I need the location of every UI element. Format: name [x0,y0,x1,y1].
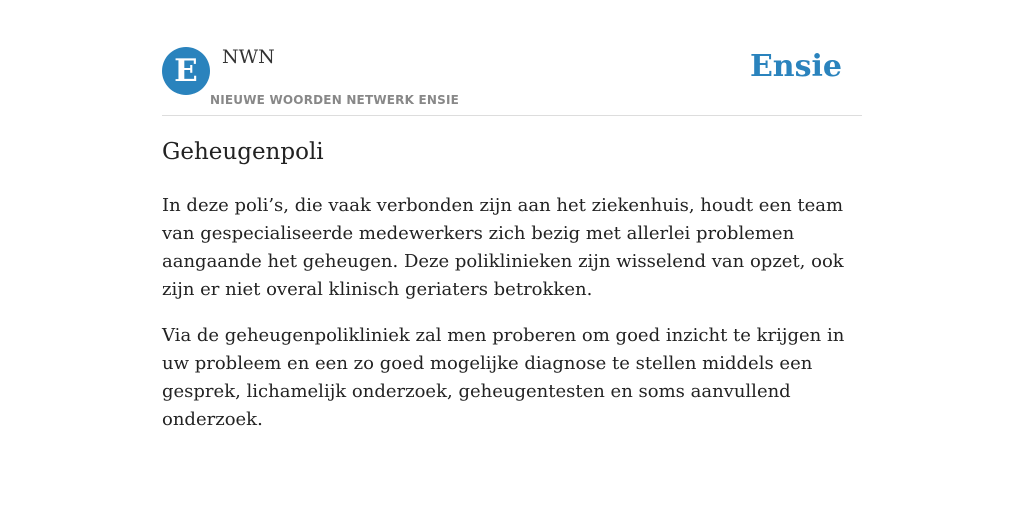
page-title: Geheugenpoli [162,139,324,165]
paragraph: Via de geheugenpolikliniek zal men proberen om goed inzicht te krijgen in uw probleem en een zo goed mogelijke diagnose te stellen middels een gesprek, lichamelijk onderzoek, geheugentesten en soms aanvullend onderzoek. [162,325,845,430]
content-container [162,0,862,430]
paragraph: In deze poli’s, die vaak verbonden zijn aan het ziekenhuis, houdt een team van gespecialiseerde medewerkers zich bezig met allerlei problemen aangaande het geheugen. Deze poliklinieken zijn wisselend van opzet, ook zijn er niet overal klinisch geriaters betrokken. [162,195,844,300]
logo-icon[interactable]: E [162,47,210,95]
brand-logo[interactable]: Ensie [749,49,842,84]
article-body [162,192,862,452]
site-name[interactable]: NWN [222,46,275,68]
site-subtitle: NIEUWE WOORDEN NETWERK ENSIE [210,93,460,107]
header [162,0,862,116]
